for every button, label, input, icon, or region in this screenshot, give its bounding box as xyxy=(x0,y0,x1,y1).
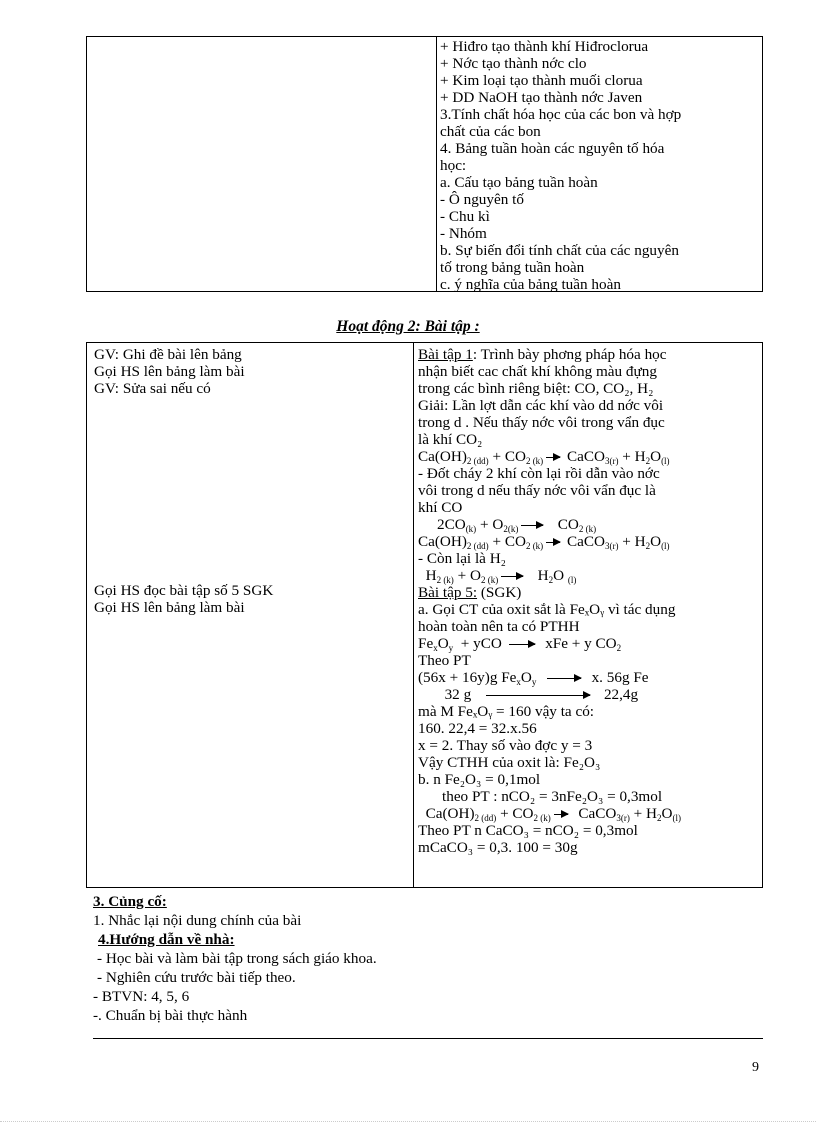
text-line: -. Chuẩn bị bài thực hành xyxy=(93,1007,248,1024)
teacher-actions-bottom xyxy=(94,582,404,616)
text-line: Vậy CTHH của oxit là: Fe₂O₃ xyxy=(418,754,601,771)
exercise-5-suffix: (SGK) xyxy=(477,584,522,601)
text-line: là khí CO₂ xyxy=(418,431,483,448)
text-line: - Nhóm xyxy=(440,225,487,242)
top-table-right-cell xyxy=(440,38,758,293)
text-line: Gọi HS lên bảng làm bài xyxy=(94,363,245,380)
text-line: khí CO xyxy=(418,499,463,516)
text-line: + DD NaOH tạo thành nớc Javen xyxy=(440,89,643,106)
arrow-icon xyxy=(486,695,590,696)
text-line: a. Cấu tạo bảng tuần hoàn xyxy=(440,174,598,191)
text-line: Giải: Lần lợt dẫn các khí vào dd nớc vôi xyxy=(418,397,664,414)
arrow-icon xyxy=(546,542,560,543)
text-line: b. Sự biến đổi tính chất của các nguyên xyxy=(440,242,679,259)
equation: (56x + 16y)g $Fe_xO_y$ x. 56g Fe xyxy=(418,669,649,687)
text-line: 3.Tính chất hóa học của các bon và hợp xyxy=(440,106,682,123)
text-line: - Nghiên cứu trước bài tiếp theo. xyxy=(97,969,296,986)
equation: $Ca(OH)_{2 (dd)} + CO_{2 (k)}$ CaCO$_{3(r)}$ + $H_2O_{(l)}$ xyxy=(418,533,670,551)
column-divider xyxy=(413,343,414,887)
teacher-actions-top xyxy=(94,346,404,397)
arrow-icon xyxy=(521,525,543,526)
exercise-5-label: Bài tập 5: xyxy=(418,584,478,601)
text-line: hoàn toàn nên ta có PTHH xyxy=(418,618,580,635)
equation: 32 g 22,4g xyxy=(418,686,639,703)
arrow-icon xyxy=(546,457,560,458)
text-line: Gọi HS lên bảng làm bài xyxy=(94,599,245,616)
activity-heading: Hoạt động 2: Bài tập : xyxy=(336,318,480,335)
text-line: GV: Sửa sai nếu có xyxy=(94,380,211,397)
text-line: vôi trong d nếu thấy nớc vôi vẩn đục là xyxy=(418,482,656,499)
exercise-1-title xyxy=(418,346,758,363)
equation: $Ca(OH)_{2 (dd)} + CO_{2 (k)}$ CaCO$_{3(r)}$ + $H_2O_{(l)}$ xyxy=(418,448,670,466)
exercise-5-title xyxy=(418,584,758,601)
equation: $Ca(OH)_{2 (dd)} + CO_{2 (k)}$ CaCO$_{3(r)}$ + $H_2O_{(l)}$ xyxy=(418,805,681,823)
top-table xyxy=(86,36,763,292)
text-line: mCaCO₃ = 0,3. 100 = 30g xyxy=(418,839,578,856)
text-line: + Hiđro tạo thành khí Hiđroclorua xyxy=(440,38,649,55)
arrow-icon xyxy=(554,814,568,815)
page-edge xyxy=(0,1121,816,1122)
equation: $H_{2 (k)} + O_{2 (k)}$ $H_2O$ $_{(l)}$ xyxy=(418,567,577,585)
consolidation-section xyxy=(93,892,377,1025)
text-line: c. ý nghĩa của bảng tuần hoàn xyxy=(440,276,621,293)
exercise-1-text: : Trình bày phơng pháp hóa học xyxy=(472,346,667,363)
text-line: 4. Bảng tuần hoàn các nguyên tố hóa xyxy=(440,140,665,157)
text-line: - Đốt cháy 2 khí còn lại rồi dẫn vào nớc xyxy=(418,465,660,482)
column-divider xyxy=(436,37,437,291)
text-line: nhận biết cac chất khí không màu đựng xyxy=(418,363,657,380)
text-line: 160. 22,4 = 32.x.56 xyxy=(418,720,537,737)
text-line: 1. Nhắc lại nội dung chính của bài xyxy=(93,912,302,929)
page-number: 9 xyxy=(752,1060,759,1075)
equation: $2CO_{(k)} + O_{2(k)}$ $CO_{2 (k)}$ xyxy=(418,516,597,534)
text-line: - Ô nguyên tố xyxy=(440,191,524,208)
text-line: a. Gọi CT của oxit sắt là FeₓOᵧ vì tác dụng xyxy=(418,601,676,618)
equation: $Fe_xO_y$ + yCO xFe + y $CO_2$ xyxy=(418,635,622,653)
text-line: + Nớc tạo thành nớc clo xyxy=(440,55,587,72)
text-line: Theo PT xyxy=(418,652,471,669)
text-line: - Còn lại là H₂ xyxy=(418,550,506,567)
solution-cell xyxy=(418,346,758,856)
footer-divider xyxy=(93,1038,763,1039)
text-line: - Chu kì xyxy=(440,208,490,225)
text-line: b. n Fe₂O₃ = 0,1mol xyxy=(418,771,541,788)
arrow-icon xyxy=(509,644,535,645)
text-line: x = 2. Thay số vào đợc y = 3 xyxy=(418,737,593,754)
exercise-1-label: Bài tập 1 xyxy=(418,346,473,363)
text-line: học: xyxy=(440,157,467,174)
text-line: Gọi HS đọc bài tập số 5 SGK xyxy=(94,582,274,599)
arrow-icon xyxy=(547,678,581,679)
section-4-heading: 4.Hướng dẫn về nhà: xyxy=(98,931,235,948)
arrow-icon xyxy=(501,576,523,577)
text-line: theo PT : nCO₂ = 3nFe₂O₃ = 0,3mol xyxy=(442,788,663,805)
section-3-heading: 3. Củng cố: xyxy=(93,893,167,910)
text-line: Theo PT n CaCO₃ = nCO₂ = 0,3mol xyxy=(418,822,638,839)
text-line: tố trong bảng tuần hoàn xyxy=(440,259,585,276)
exercise-table xyxy=(86,342,763,888)
text-line: - Học bài và làm bài tập trong sách giáo khoa. xyxy=(97,950,377,967)
text-line: chất của các bon xyxy=(440,123,541,140)
text-line: mà M FeₓOᵧ = 160 vậy ta có: xyxy=(418,703,595,720)
text-line: - BTVN: 4, 5, 6 xyxy=(93,988,190,1005)
text-line: GV: Ghi đề bài lên bảng xyxy=(94,346,242,363)
text-line: trong d . Nếu thấy nớc vôi trong vẩn đục xyxy=(418,414,665,431)
text-line: + Kim loại tạo thành muối clorua xyxy=(440,72,643,89)
text-line: trong các bình riêng biệt: CO, CO₂, H₂ xyxy=(418,380,654,397)
